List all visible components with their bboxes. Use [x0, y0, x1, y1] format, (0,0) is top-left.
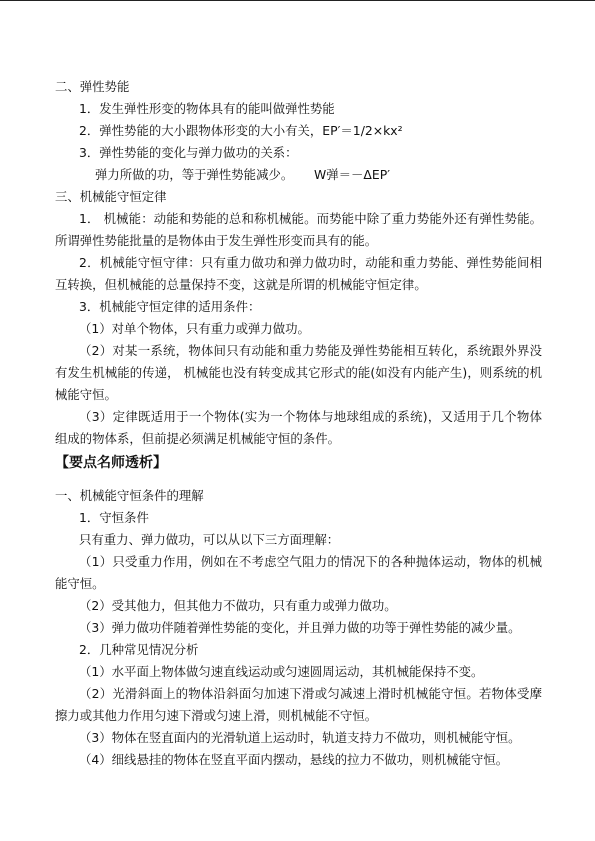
- conservation-item-2: 2．机械能守恒守律：只有重力做功和弹力做功时，动能和重力势能、弹性势能间相互转换，但机械能的总量保持不变，这就是所谓的机械能守恒定律。: [55, 255, 542, 292]
- condition-2: （2）对某一系统，物体间只有动能和重力势能及弹性势能相互转化，系统跟外界没有发生机械能的传递， 机械能也没有转变成其它形式的能(如没有内能产生)，则系统的机械能守恒。: [55, 343, 542, 402]
- condition-1: （1）对单个物体，只有重力或弹力做功。: [79, 321, 310, 336]
- case-3: （3）物体在竖直面内的光滑轨道上运动时，轨道支持力不做功，则机械能守恒。: [79, 730, 521, 745]
- conservation-item-1: 1． 机械能：动能和势能的总和称机械能。而势能中除了重力势能外还有弹性势能。所谓弹性势能批量的是物体由于发生弹性形变而具有的能。: [55, 211, 542, 248]
- elastic-item-3-detail: 弹力所做的功，等于弹性势能减少。: [95, 167, 294, 182]
- section-title-conservation: 三、机械能守恒定律: [55, 189, 167, 204]
- analysis-heading: 【要点名师透析】: [55, 455, 167, 471]
- elastic-item-1: 1．发生弹性形变的物体具有的能叫做弹性势能: [79, 101, 335, 116]
- conservation-condition-subtitle: 1．守恒条件: [79, 510, 149, 525]
- elastic-item-3: 3．弹性势能的变化与弹力做功的关系：: [79, 145, 298, 160]
- section-title-elastic-potential: 二、弹性势能: [55, 79, 130, 94]
- analysis-section-title: 一、机械能守恒条件的理解: [55, 488, 204, 503]
- case-4: （4）细线悬挂的物体在竖直平面内摆动，悬线的拉力不做功，则机械能守恒。: [79, 752, 509, 767]
- conservation-item-3: 3．机械能守恒定律的适用条件：: [79, 299, 261, 314]
- common-cases-subtitle: 2．几种常见情况分析: [79, 642, 199, 657]
- condition-3: （3）定律既适用于一个物体(实为一个物体与地球组成的系统)，又适用于几个物体组成的物体系，但前提必须满足机械能守恒的条件。: [55, 409, 542, 446]
- case-2: （2）光滑斜面上的物体沿斜面匀加速下滑或匀减速上滑时机械能守恒。若物体受摩擦力或其他力作用匀速下滑或匀速上滑，则机械能不守恒。: [55, 686, 542, 723]
- understanding-3: （3）弹力做功伴随着弹性势能的变化，并且弹力做的功等于弹性势能的减少量。: [79, 620, 521, 635]
- understanding-1: （1）只受重力作用，例如在不考虑空气阻力的情况下的各种抛体运动，物体的机械能守恒。: [55, 554, 542, 591]
- case-1: （1）水平面上物体做匀速直线运动或匀速圆周运动，其机械能保持不变。: [79, 664, 484, 679]
- elastic-work-formula: W弹＝－ΔEP′: [314, 167, 391, 182]
- elastic-item-2: 2．弹性势能的大小跟物体形变的大小有关，EP′＝1/2×kx²: [79, 123, 403, 138]
- conservation-condition-intro: 只有重力、弹力做功，可以从以下三方面理解：: [79, 532, 340, 547]
- understanding-2: （2）受其他力，但其他力不做功，只有重力或弹力做功。: [79, 598, 397, 613]
